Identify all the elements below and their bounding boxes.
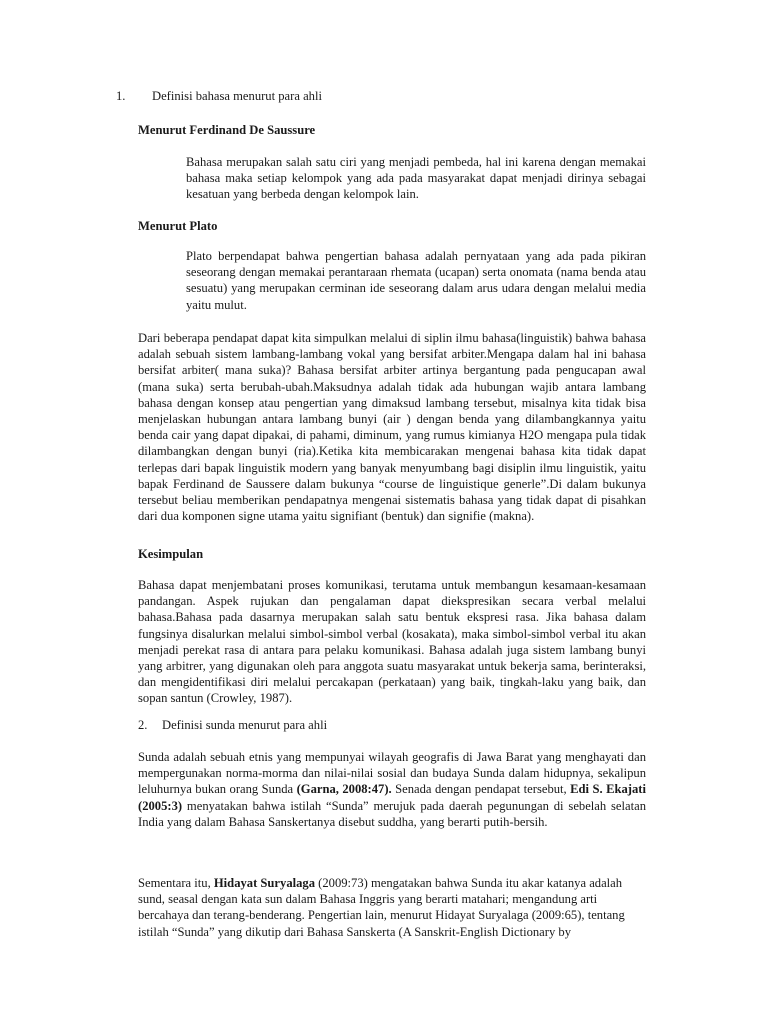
citation-ekajati: Edi S. Ekajati (2005:3) (138, 782, 646, 813)
kesimpulan-heading: Kesimpulan (138, 547, 204, 561)
plato-definition: Plato berpendapat bahwa pengertian bahasa adalah pernyataan yang ada pada pikiran seseorang dengan memakai perantaraan rhemata (ucapan) serta onomata (nama benda atau sesuatu) yang merupakan cerminan ide seseorang dalam arus udara dengan melalui media yaitu mulut. (186, 249, 646, 312)
saussure-heading: Menurut Ferdinand De Saussure (138, 123, 316, 137)
section-1-title: Definisi bahasa menurut para ahli (152, 89, 322, 103)
citation-garna: (Garna, 2008:47). (296, 782, 392, 797)
suryalaga-paragraph (138, 875, 650, 940)
kesimpulan-paragraph: Bahasa dapat menjembatani proses komunikasi, terutama untuk membangun kesamaan-kesamaan pandangan. Aspek rujukan dan pengalaman dapat diekspresikan secara verbal melalui bahasa.Bahasa pada dasarnya merupakan salah satu bentuk ekspresi rasa. Jika bahasa dalam fungsinya disalurkan melalui simbol-simbol verbal (kosakata), maka simbol-simbol verbal itu akan menjadi perekat rasa di antara para pelaku komunikasi. Bahasa adalah juga sistem lambang bunyi yang arbitrer, yang digunakan oleh para anggota suatu masyarakat untuk bekerja sama, berinteraksi, dan mengidentifikasi diri melalui percakapan (perkataan) yang baik, tingkah-laku yang baik, dan sopan santun (Crowley, 1987). (138, 578, 646, 706)
section-1-number: 1. (116, 89, 126, 103)
section-2-title: Definisi sunda menurut para ahli (162, 718, 328, 732)
sunda-definition-paragraph (138, 749, 646, 830)
sunda-text-2: Senada dengan pendapat tersebut, (391, 782, 571, 797)
suryalaga-text-2: (2009:73) mengatakan bahwa Sunda itu akar katanya adalah sund, seasal dengan kata sun dalam Bahasa Inggris yang berarti matahari; mengandung arti bercahaya dan terang-benderang. Pengertian lain, menurut Hidayat Suryalaga (2009:65), tentang istilah “Sunda” yang dikutip dari Bahasa Sanskerta (A Sanskrit-English Dictionary by (138, 876, 625, 939)
summary-paragraph: Dari beberapa pendapat dapat kita simpulkan melalui di siplin ilmu bahasa(linguistik) bahwa bahasa adalah sebuah sistem lambang-lambang vokal yang bersifat arbiter.Mengapa dalam hal ini bahasa bersifat arbiter( mana suka)? Bahasa bersifat arbiter artinya bergantung pada pengucapan awal (mana suka) serta berubah-ubah.Maksudnya adalah tidak ada hubungan wajib antara lambang bahasa dengan konsep atau pengertian yang dimaksud lambang tersebut, misalnya kita tidak bisa menjelaskan hubungan antara lambang bunyi (air ) dengan benda yang dilambangkannya yaitu benda cair yang dapat dipakai, di pahami, diminum, yang rumus kimianya H2O mengapa pula tidak dilambangkan dengan bunyi (ria).Ketika kita membicarakan mengenai bahasa kita tidak dapat terlepas dari bapak linguistik modern yang banyak menyumbang bagi disiplin ilmu linguistik, yaitu bapak Ferdinand de Saussere dalam bukunya “course de linguistique generle”.Di dalam bukunya tersebut beliau memberikan pendapatnya mengenai sistematis bahasa yang tidak dapat di pisahkan dari dua komponen signe utama yaitu signifiant (bentuk) dan signifie (makna). (138, 331, 646, 524)
suryalaga-text-1: Sementara itu, (138, 876, 214, 890)
citation-suryalaga: Hidayat Suryalaga (213, 876, 316, 890)
plato-heading: Menurut Plato (138, 219, 218, 233)
section-2-number: 2. (138, 718, 148, 732)
sunda-text-1: Sunda adalah sebuah etnis yang mempunyai wilayah geografis di Jawa Barat yang menghayati dan mempergunakan norma-morma dan nilai-nilai sosial dan budaya Sunda dalam hidupnya, sekalipun leluhurnya bukan orang Sunda (138, 750, 646, 797)
saussure-definition: Bahasa merupakan salah satu ciri yang menjadi pembeda, hal ini karena dengan memakai bahasa maka setiap kelompok yang ada pada masyarakat dapat menjadi dirinya sebagai kesatuan yang berbeda dengan kelompok lain. (186, 155, 646, 202)
sunda-text-3: menyatakan bahwa istilah “Sunda” merujuk pada daerah pegunungan di sebelah selatan India yang dalam Bahasa Sanskertanya disebut suddha, yang berarti putih-bersih. (138, 798, 646, 829)
